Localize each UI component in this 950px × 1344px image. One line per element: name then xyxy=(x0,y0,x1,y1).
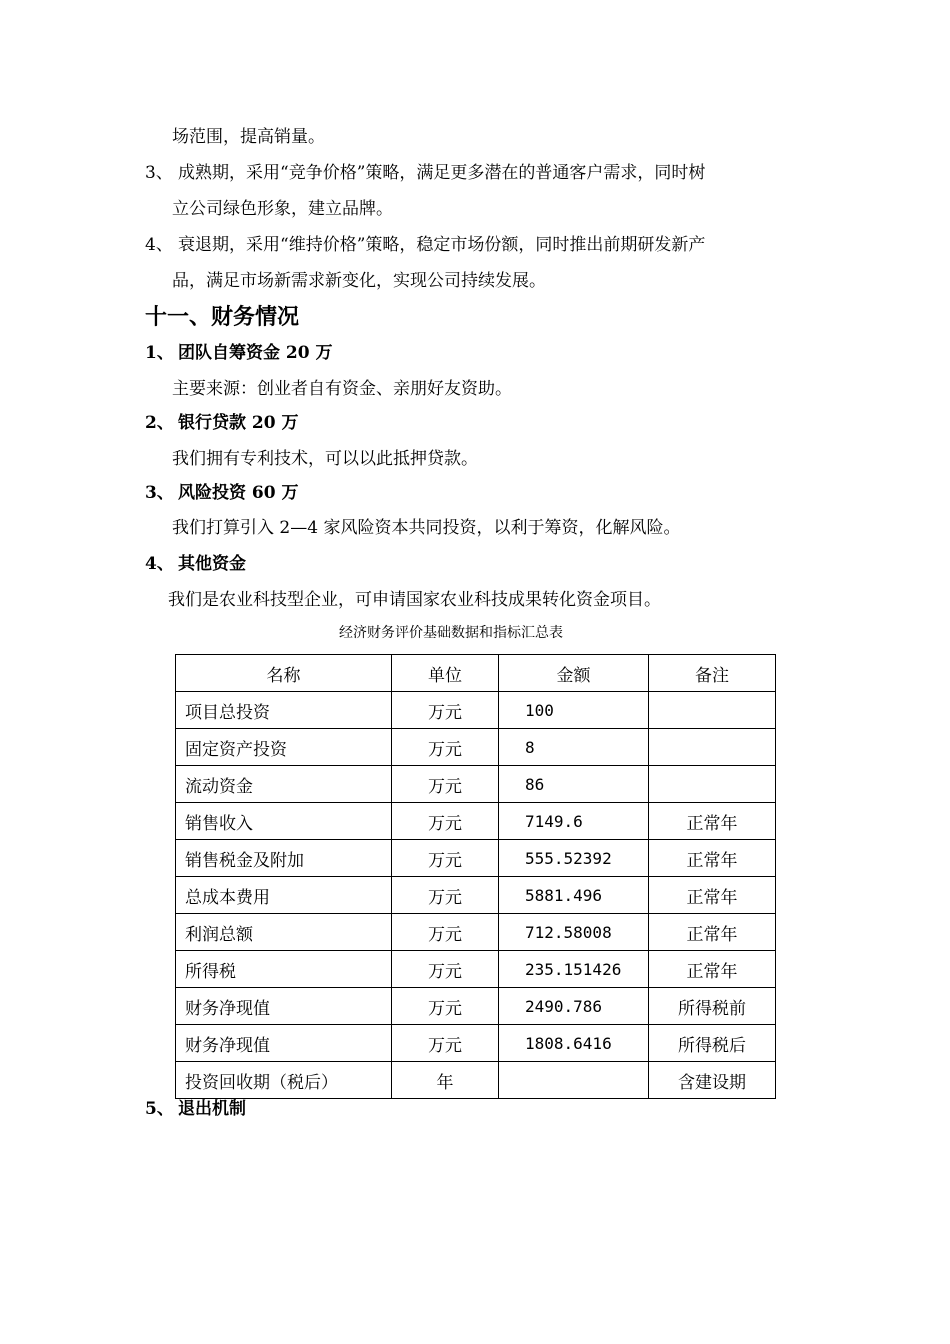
table-row xyxy=(176,803,776,840)
cell-amount: 235.151426 xyxy=(499,951,649,988)
table-row xyxy=(176,877,776,914)
subheading-number: 2、 xyxy=(145,413,174,433)
cell-amount: 712.58008 xyxy=(499,914,649,951)
header-cell: 单位 xyxy=(392,655,499,692)
subheading: 团队自筹资金 20 万 xyxy=(178,343,333,363)
cell-amount xyxy=(499,1062,649,1099)
list-item-text: 衰退期，采用“维持价格”策略，稳定市场份额，同时推出前期研发新产 xyxy=(178,235,706,255)
cell-note: 所得税前 xyxy=(649,988,776,1025)
cell-name: 固定资产投资 xyxy=(176,729,392,766)
table-row xyxy=(176,840,776,877)
cell-name: 流动资金 xyxy=(176,766,392,803)
table-row xyxy=(176,1025,776,1062)
subheading-number: 5、 xyxy=(145,1099,174,1119)
table-row xyxy=(176,766,776,803)
cell-unit: 万元 xyxy=(392,766,499,803)
table-row xyxy=(176,1062,776,1099)
cell-note: 正常年 xyxy=(649,914,776,951)
header-cell: 备注 xyxy=(649,655,776,692)
list-number: 4、 xyxy=(145,235,173,255)
cell-name: 项目总投资 xyxy=(176,692,392,729)
cell-note xyxy=(649,692,776,729)
paragraph: 主要来源：创业者自有资金、亲朋好友资助。 xyxy=(172,379,512,399)
cell-note: 含建设期 xyxy=(649,1062,776,1099)
subheading: 其他资金 xyxy=(178,554,246,574)
cell-note: 所得税后 xyxy=(649,1025,776,1062)
cell-note xyxy=(649,766,776,803)
cell-amount: 1808.6416 xyxy=(499,1025,649,1062)
financial-table xyxy=(175,654,776,1099)
subheading-number: 3、 xyxy=(145,483,174,503)
table-caption: 经济财务评价基础数据和指标汇总表 xyxy=(339,625,563,641)
table-row xyxy=(176,951,776,988)
cell-unit: 万元 xyxy=(392,840,499,877)
cell-amount: 2490.786 xyxy=(499,988,649,1025)
cell-name: 总成本费用 xyxy=(176,877,392,914)
list-item-text: 立公司绿色形象，建立品牌。 xyxy=(172,199,393,219)
paragraph: 我们是农业科技型企业，可申请国家农业科技成果转化资金项目。 xyxy=(168,590,661,610)
cell-amount: 5881.496 xyxy=(499,877,649,914)
cell-unit: 年 xyxy=(392,1062,499,1099)
cell-name: 所得税 xyxy=(176,951,392,988)
header-cell: 名称 xyxy=(176,655,392,692)
table-row xyxy=(176,692,776,729)
cell-amount: 555.52392 xyxy=(499,840,649,877)
cell-amount: 100 xyxy=(499,692,649,729)
cell-note: 正常年 xyxy=(649,840,776,877)
section-heading: 十一、财务情况 xyxy=(145,304,300,330)
cell-amount: 86 xyxy=(499,766,649,803)
list-item-text: 品，满足市场新需求新变化，实现公司持续发展。 xyxy=(172,271,546,291)
cell-note: 正常年 xyxy=(649,803,776,840)
table-row xyxy=(176,988,776,1025)
cell-unit: 万元 xyxy=(392,1025,499,1062)
cell-name: 财务净现值 xyxy=(176,1025,392,1062)
subheading-number: 4、 xyxy=(145,554,174,574)
header-cell: 金额 xyxy=(499,655,649,692)
table-row xyxy=(176,914,776,951)
subheading-number: 1、 xyxy=(145,343,174,363)
table-header-row xyxy=(176,655,776,692)
cell-name: 销售税金及附加 xyxy=(176,840,392,877)
cell-amount: 7149.6 xyxy=(499,803,649,840)
list-item-text: 成熟期，采用“竞争价格”策略，满足更多潜在的普通客户需求，同时树 xyxy=(178,163,706,183)
cell-amount: 8 xyxy=(499,729,649,766)
cell-unit: 万元 xyxy=(392,951,499,988)
cell-unit: 万元 xyxy=(392,803,499,840)
cell-unit: 万元 xyxy=(392,729,499,766)
cell-name: 利润总额 xyxy=(176,914,392,951)
table-row xyxy=(176,729,776,766)
paragraph: 我们拥有专利技术，可以以此抵押贷款。 xyxy=(172,449,478,469)
cell-name: 投资回收期（税后） xyxy=(176,1062,392,1099)
cell-note xyxy=(649,729,776,766)
cell-name: 财务净现值 xyxy=(176,988,392,1025)
list-number: 3、 xyxy=(145,163,173,183)
cell-note: 正常年 xyxy=(649,877,776,914)
cell-note: 正常年 xyxy=(649,951,776,988)
cell-unit: 万元 xyxy=(392,877,499,914)
paragraph-continuation: 场范围，提高销量。 xyxy=(172,127,325,147)
cell-unit: 万元 xyxy=(392,692,499,729)
paragraph: 我们打算引入 2—4 家风险资本共同投资，以利于筹资，化解风险。 xyxy=(172,518,681,538)
subheading: 退出机制 xyxy=(178,1099,246,1119)
subheading: 风险投资 60 万 xyxy=(178,483,299,503)
subheading: 银行贷款 20 万 xyxy=(178,413,299,433)
cell-unit: 万元 xyxy=(392,988,499,1025)
cell-name: 销售收入 xyxy=(176,803,392,840)
cell-unit: 万元 xyxy=(392,914,499,951)
